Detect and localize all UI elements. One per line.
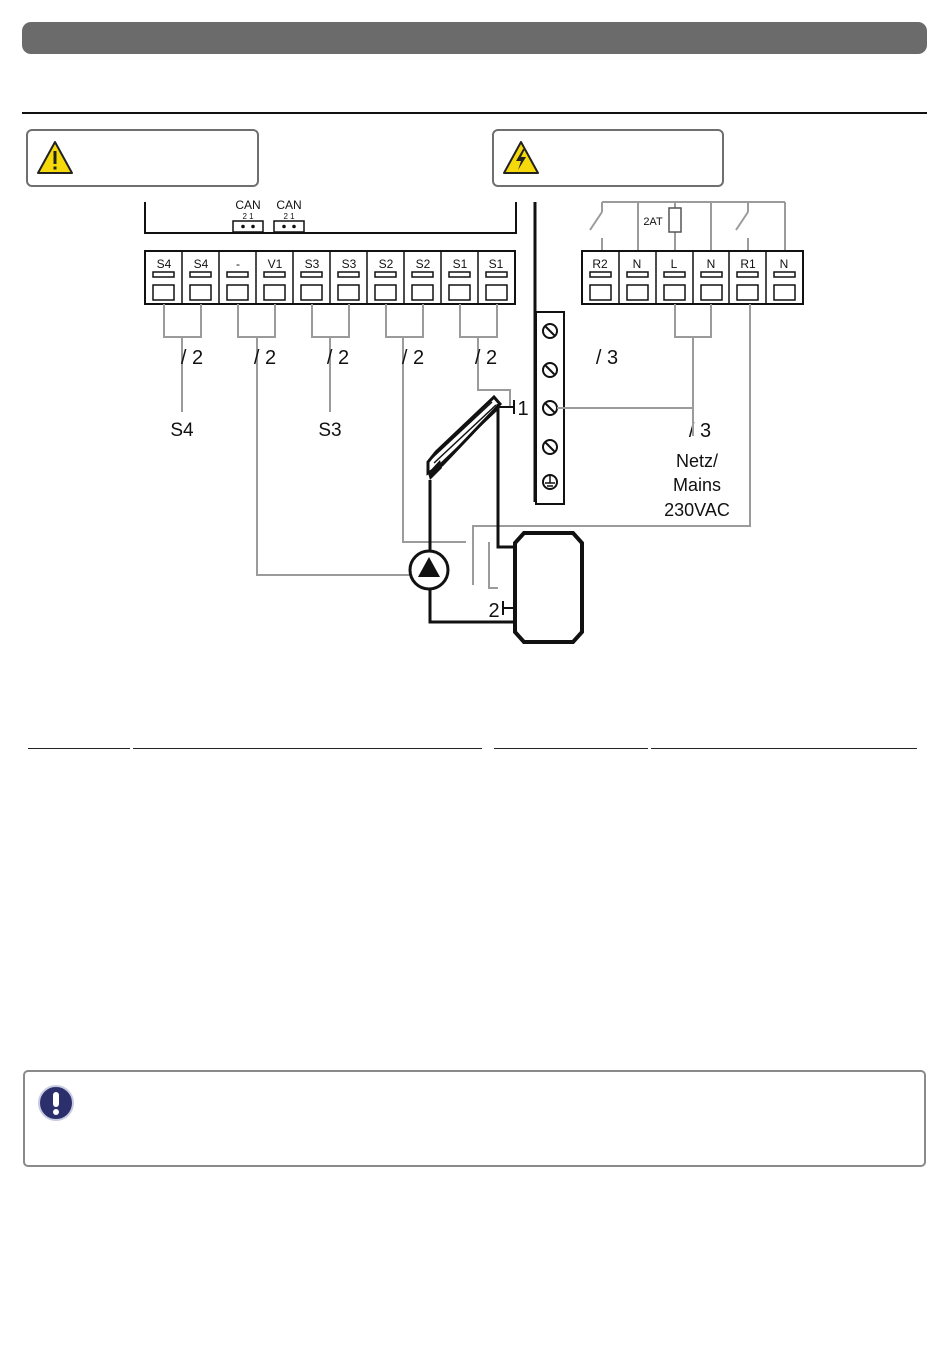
wiring-diagram [0,190,950,650]
wire-count: / 2 [326,347,350,369]
can-port-pins: 2 1 [242,212,254,221]
terminal-label: S2 [378,257,394,271]
mains-label [664,451,730,520]
wire-count-mains-bottom: / 3 [688,420,712,442]
controller-housing [145,202,516,233]
terminal-label: S3 [341,257,357,271]
sensor-label-s4: S4 [170,420,194,441]
can-port-label: CAN [235,198,261,212]
can-port-1 [233,198,263,232]
solar-collector [428,397,500,480]
svg-text:Netz/: Netz/ [675,451,719,471]
sensor-label-s3: S3 [318,420,342,441]
header-bar [22,22,927,54]
table-header-rule [651,748,917,749]
collector-sensor [498,398,529,420]
terminal-label: S1 [452,257,468,271]
terminal-label: S3 [304,257,320,271]
mains-relay-wiring [590,202,785,251]
terminal-label: S4 [193,257,209,271]
fuse-label: 2AT [643,216,663,228]
can-port-pins: 2 1 [283,212,295,221]
terminal-label: - [236,257,240,271]
low-voltage-terminal-strip [145,251,515,304]
table-header-rule [28,748,130,749]
high-voltage-icon [502,140,540,176]
wire-count: / 2 [474,347,498,369]
section-rule [22,112,927,114]
warning-box-voltage [492,129,724,187]
wire-count-mains-top: / 3 [595,347,619,369]
terminal-label: S1 [488,257,504,271]
warning-triangle-icon [36,140,74,176]
svg-text:230VAC: 230VAC [664,500,730,520]
svg-text:Mains: Mains [672,475,722,495]
fuse-icon [669,208,681,232]
mains-terminal-strip [582,251,803,304]
wire-count: / 2 [180,347,204,369]
storage-tank [515,533,582,642]
solar-piping [430,404,516,622]
pump-icon [410,551,448,589]
terminal-label: N [632,257,642,271]
exclamation-icon [37,1084,75,1122]
can-port-2 [274,198,304,232]
tank-sensor [488,600,516,622]
note-box [23,1070,926,1167]
terminal-label: N [779,257,789,271]
terminal-label: R2 [592,257,608,271]
terminal-label: L [670,257,678,271]
sensor-number-1: 1 [517,398,529,420]
terminal-label: N [706,257,716,271]
sensor-number-2: 2 [488,600,500,622]
terminal-label: V1 [267,257,283,271]
warning-box-general [26,129,259,187]
terminal-label: S4 [156,257,172,271]
can-port-label: CAN [276,198,302,212]
wire-count: / 2 [401,347,425,369]
table-header-rule [133,748,482,749]
table-header-rule [494,748,648,749]
wire-count: / 2 [253,347,277,369]
terminal-label: R1 [740,257,756,271]
terminal-label: S2 [415,257,431,271]
